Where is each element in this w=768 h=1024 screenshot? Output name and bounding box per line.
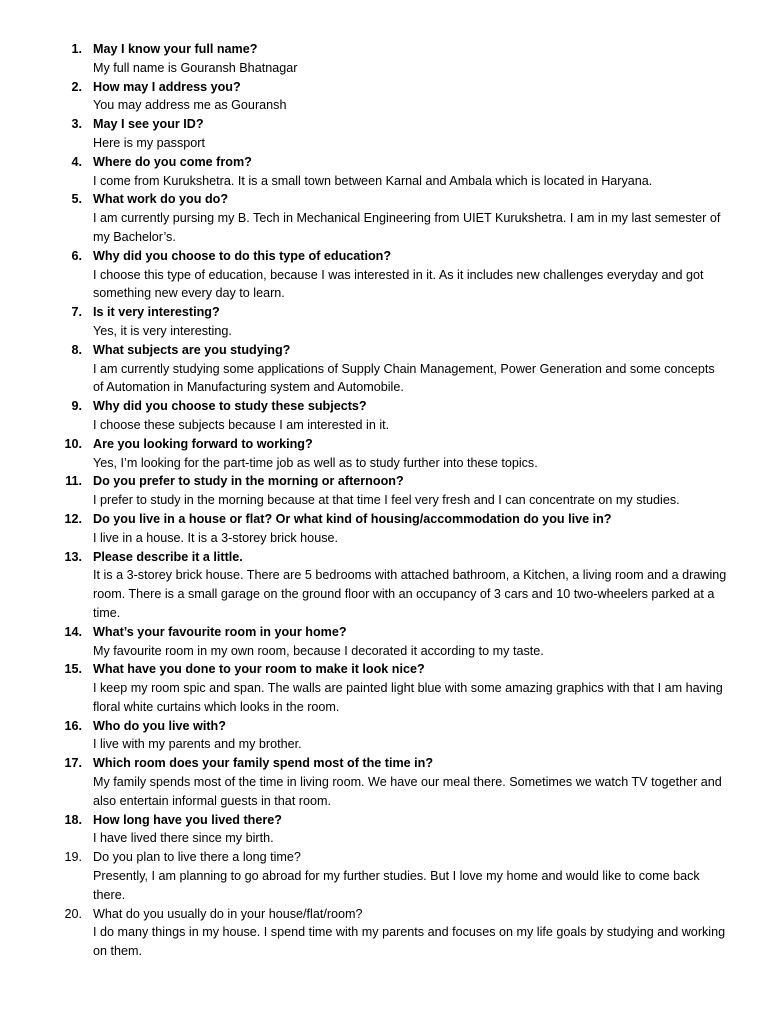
item-number: 16. [64,718,82,733]
answer-text: I prefer to study in the morning because at that time I feel very fresh and I can concentrate on my studies. [93,493,680,508]
qa-item [0,811,768,849]
answer-text: I am currently pursing my B. Tech in Mechanical Engineering from UIET Kurukshetra. I am in my last semester of my Bachelor’s. [93,211,721,244]
item-number: 4. [71,154,82,169]
item-number: 12. [64,511,82,526]
qa-item [0,660,768,716]
qa-item [0,115,768,153]
question-text: Do you plan to live there a long time? [93,850,301,865]
answer-text: Yes, I’m looking for the part-time job as well as to study further into these topics. [93,455,538,470]
question-text: Is it very interesting? [93,305,220,320]
answer-text: My full name is Gouransh Bhatnagar [93,60,298,75]
question-text: What work do you do? [93,192,229,207]
document-body [0,40,768,961]
item-number: 2. [71,79,82,94]
answer-text: Presently, I am planning to go abroad for my further studies. But I love my home and would like to come back there. [93,869,700,902]
item-number: 14. [64,624,82,639]
qa-item [0,303,768,341]
answer-text: My family spends most of the time in living room. We have our meal there. Sometimes we watch TV together and also entertain informal guests in that room. [93,775,722,808]
question-text: Why did you choose to study these subjects? [93,399,367,414]
question-text: What’s your favourite room in your home? [93,624,347,639]
answer-text: I do many things in my house. I spend time with my parents and focuses on my life goals by studying and working on them. [93,925,726,959]
qa-item [0,247,768,303]
question-text: How long have you lived there? [93,812,282,827]
item-number: 15. [64,662,82,677]
answer-text: It is a 3-storey brick house. There are 5 bedrooms with attached bathroom, a Kitchen, a living room and a drawing room. There is a small garage on the ground floor with an occupancy of 3 cars and 10 two-wheelers parked at a time. [93,568,727,620]
qa-item [0,341,768,397]
qa-item [0,548,768,623]
answer-text: Here is my passport [93,135,205,150]
qa-item [0,472,768,510]
question-text: Do you prefer to study in the morning or afternoon? [93,474,404,489]
question-text: Which room does your family spend most of the time in? [93,756,434,771]
item-number: 5. [71,192,82,207]
item-number: 18. [64,812,82,827]
qa-item [0,510,768,548]
item-number: 8. [71,342,82,357]
qa-item [0,754,768,810]
item-number: 6. [71,248,82,263]
question-text: Who do you live with? [93,718,226,733]
answer-text: I live with my parents and my brother. [93,737,302,752]
qa-item [0,397,768,435]
qa-item [0,435,768,473]
item-number: 3. [71,117,82,132]
question-text: May I know your full name? [93,42,258,56]
item-number: 7. [71,305,82,320]
qa-item [0,848,768,904]
item-number: 19. [64,850,82,865]
qa-item [0,78,768,116]
question-text: Do you live in a house or flat? Or what kind of housing/accommodation do you live in? [93,511,612,526]
answer-text: I come from Kurukshetra. It is a small town between Karnal and Ambala which is located in Haryana. [93,173,653,188]
item-number: 11. [65,474,82,489]
question-text: Why did you choose to do this type of education? [93,248,392,263]
question-text: Where do you come from? [93,154,252,169]
answer-text: Yes, it is very interesting. [93,323,232,338]
item-number: 9. [71,399,82,414]
question-text: What do you usually do in your house/flat/room? [93,906,363,921]
answer-text: I choose these subjects because I am interested in it. [93,417,390,432]
answer-text: My favourite room in my own room, because I decorated it according to my taste. [93,643,544,658]
qa-item [0,717,768,755]
item-number: 10. [64,436,82,451]
answer-text: I have lived there since my birth. [93,831,274,846]
question-text: What have you done to your room to make it look nice? [93,662,425,677]
answer-text: I choose this type of education, because I was interested in it. As it includes new challenges everyday and got something new every day to learn. [93,267,704,301]
question-text: May I see your ID? [93,117,204,132]
qa-item [0,190,768,246]
answer-text: I keep my room spic and span. The walls are painted light blue with some amazing graphics with that I am having floral white curtains which looks in the room. [93,681,723,714]
answer-text: I am currently studying some applications of Supply Chain Management, Power Generation and some concepts of Automation in Manufacturing system and Automobile. [93,361,715,395]
item-number: 13. [64,549,82,564]
answer-text: I live in a house. It is a 3-storey brick house. [93,530,338,545]
answer-text: You may address me as Gouransh [93,98,287,113]
question-text: What subjects are you studying? [93,342,291,357]
item-number: 20. [64,906,82,921]
qa-item [0,153,768,191]
question-text: Please describe it a little. [93,549,243,564]
question-text: Are you looking forward to working? [93,436,313,451]
question-text: How may I address you? [93,79,241,94]
item-number: 1. [71,42,82,56]
qa-item [0,905,768,961]
qa-item [0,40,768,78]
item-number: 17. [64,756,82,771]
qa-item [0,623,768,661]
